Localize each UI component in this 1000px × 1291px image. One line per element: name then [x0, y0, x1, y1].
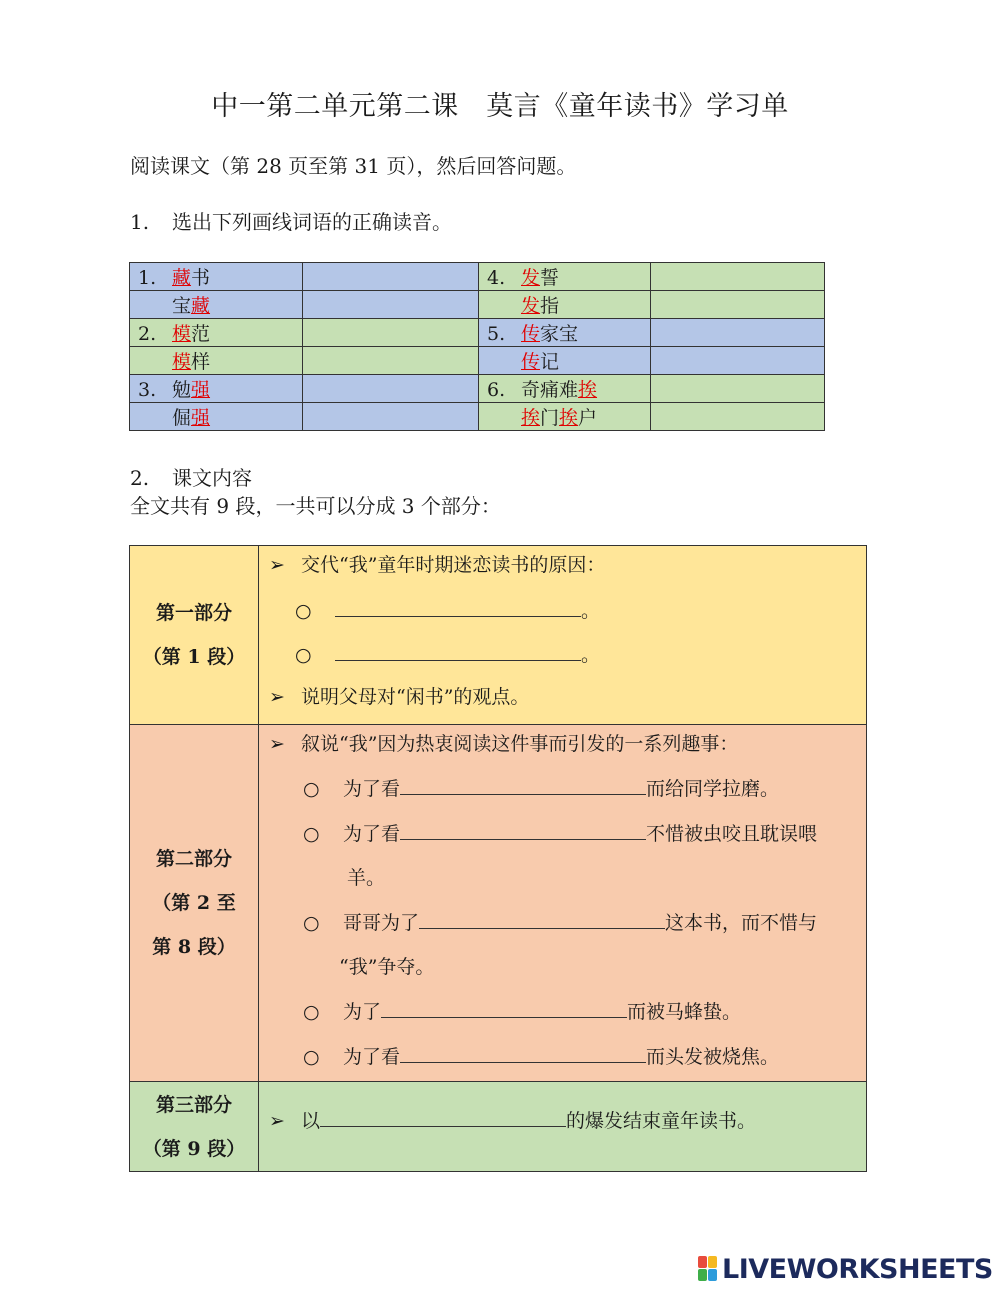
part-1-content: ➢ 交代“我”童年时期迷恋读书的原因： ○ 。 ○ 。 ➢ 说明父母对“闲书”的观点。	[259, 546, 867, 725]
instruction: 阅读课文（第 28 页至第 31 页），然后回答问题。	[130, 154, 577, 178]
table-row	[130, 291, 825, 319]
answer-cell[interactable]	[303, 403, 479, 431]
part-2-row	[130, 725, 867, 1082]
answer-cell[interactable]	[651, 319, 825, 347]
blank-field[interactable]	[381, 997, 627, 1018]
answer-cell[interactable]	[303, 291, 479, 319]
vocab-cell: 2. 模范	[130, 319, 303, 347]
arrow-icon: ➢	[269, 554, 285, 576]
blank-field[interactable]	[400, 1042, 646, 1063]
blank-field[interactable]	[419, 908, 665, 929]
circle-bullet-icon: ○	[303, 778, 320, 800]
arrow-icon: ➢	[269, 733, 285, 755]
part-3-row	[130, 1082, 867, 1172]
vocab-cell: 模样	[130, 347, 303, 375]
answer-cell[interactable]	[303, 375, 479, 403]
circle-bullet-icon: ○	[295, 644, 312, 666]
list-item: ○ 。	[295, 640, 600, 667]
answer-cell[interactable]	[651, 263, 825, 291]
answer-cell[interactable]	[303, 347, 479, 375]
answer-cell[interactable]	[303, 319, 479, 347]
table-row	[130, 347, 825, 375]
question-2	[130, 462, 252, 491]
question-2-text: 课文内容	[172, 466, 252, 490]
table-row	[130, 319, 825, 347]
vocab-cell: 发指	[479, 291, 651, 319]
vocab-cell: 3. 勉强	[130, 375, 303, 403]
blank-field[interactable]	[400, 774, 646, 795]
blank-field[interactable]	[320, 1106, 566, 1127]
answer-cell[interactable]	[651, 403, 825, 431]
blank-field[interactable]	[335, 640, 581, 661]
vocab-table	[129, 262, 825, 431]
vocab-cell: 挨门挨户	[479, 403, 651, 431]
list-item: ○ 。	[295, 596, 600, 623]
part-2-label: 第二部分 （第 2 至 第 8 段）	[130, 725, 259, 1082]
liveworksheets-logo: LIVEWORKSHEETS	[698, 1254, 993, 1285]
vocab-cell: 5. 传家宝	[479, 319, 651, 347]
vocab-cell: 倔强	[130, 403, 303, 431]
arrow-icon: ➢	[269, 686, 285, 708]
question-1-text: 选出下列画线词语的正确读音。	[172, 210, 452, 234]
answer-cell[interactable]	[303, 263, 479, 291]
vocab-cell: 宝藏	[130, 291, 303, 319]
question-1-number: 1.	[130, 210, 150, 234]
page-title: 中一第二单元第二课 莫言《童年读书》学习单	[211, 91, 789, 122]
part-1-row	[130, 546, 867, 725]
table-row	[130, 403, 825, 431]
question-2-subtext: 全文共有 9 段，一共可以分成 3 个部分：	[130, 494, 501, 518]
part-2-content: ➢ 叙说“我”因为热衷阅读这件事而引发的一系列趣事： ○ 为了看 而给同学拉磨。 ○ 为了看 不惜被虫咬且耽误喂 羊。 ○ 哥哥为了 这本书，而不惜与 “我”争夺。 ○ 为了 而被马蜂蛰。 ○ 为了看 而头发被烧焦。	[259, 725, 867, 1082]
part-3-content: ➢ 以 的爆发结束童年读书。	[259, 1082, 867, 1172]
circle-bullet-icon: ○	[303, 1046, 320, 1068]
logo-icon	[698, 1256, 718, 1282]
arrow-icon: ➢	[269, 1110, 285, 1132]
blank-field[interactable]	[400, 819, 646, 840]
vocab-cell: 6. 奇痛难挨	[479, 375, 651, 403]
list-item: ○ 为了 而被马蜂蛰。	[303, 997, 741, 1024]
structure-table	[129, 545, 867, 1172]
part-3-label: 第三部分 （第 9 段）	[130, 1082, 259, 1172]
blank-field[interactable]	[335, 596, 581, 617]
list-item: ○ 为了看 而头发被烧焦。	[303, 1042, 779, 1069]
table-row	[130, 263, 825, 291]
circle-bullet-icon: ○	[303, 823, 320, 845]
circle-bullet-icon: ○	[303, 912, 320, 934]
list-item: ○ 哥哥为了 这本书，而不惜与	[303, 908, 817, 935]
question-2-number: 2.	[130, 466, 150, 490]
vocab-cell: 传记	[479, 347, 651, 375]
vocab-cell: 4. 发誓	[479, 263, 651, 291]
list-item: ○ 为了看 而给同学拉磨。	[303, 774, 779, 801]
question-1	[130, 206, 452, 235]
part-1-label: 第一部分 （第 1 段）	[130, 546, 259, 725]
table-row	[130, 375, 825, 403]
answer-cell[interactable]	[651, 375, 825, 403]
answer-cell[interactable]	[651, 291, 825, 319]
list-item: ○ 为了看 不惜被虫咬且耽误喂	[303, 819, 817, 846]
circle-bullet-icon: ○	[295, 600, 312, 622]
circle-bullet-icon: ○	[303, 1001, 320, 1023]
answer-cell[interactable]	[651, 347, 825, 375]
vocab-cell: 1. 藏书	[130, 263, 303, 291]
